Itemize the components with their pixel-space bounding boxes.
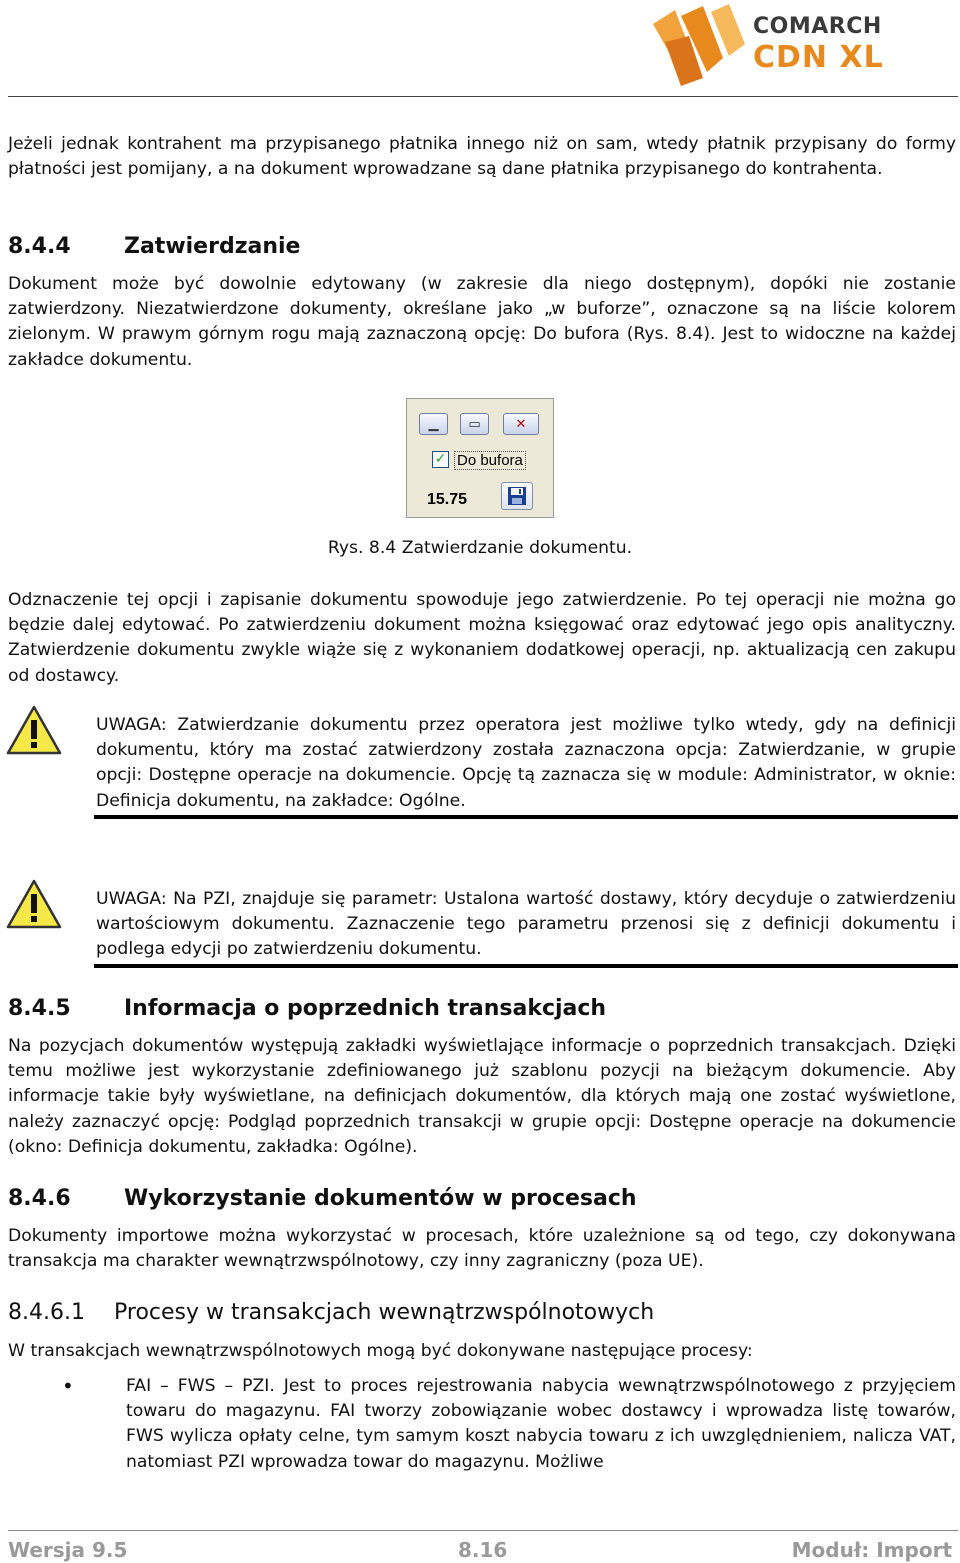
section-heading-8-4-4 (8, 234, 300, 259)
warning-icon (6, 878, 62, 930)
section-number: 8.4.5 (8, 996, 71, 1021)
logo-text-cdn-xl: CDN XL (753, 40, 884, 75)
save-button[interactable] (501, 482, 533, 510)
maximize-button[interactable]: ▭ (460, 413, 489, 435)
section-number: 8.4.6.1 (8, 1300, 85, 1325)
footer-page-number: 8.16 (458, 1538, 508, 1562)
paragraph-odznaczenie: Odznaczenie tej opcji i zapisanie dokumentu spowoduje jego zatwierdzenie. Po tej operacji nie można go będzie dalej edytować. Po zatwierdzeniu dokument można księgować oraz edytować jego opis analityczny. Zatwierdzenie dokumentu zwykle wiąże się z wykonaniem dodatkowej operacji, np. aktualizacją cen zakupu od dostawcy. (8, 590, 956, 686)
figure-caption: Rys. 8.4 Zatwierdzanie dokumentu. (327, 538, 633, 558)
intro-paragraph: Jeżeli jednak kontrahent ma przypisanego płatnika innego niż on sam, wtedy płatnik przypisany do formy płatności jest pomijany, a na dokument wprowadzane są dane płatnika przypisanego do kontrahenta. (8, 134, 956, 180)
paragraph-zatwierdzanie: Dokument może być dowolnie edytowany (w zakresie dla niego dostępnym), dopóki nie zostanie zatwierdzony. Niezatwierdzone dokumenty, określane jako „w buforze”, oznaczone są na liście kolorem zielonym. W prawym górnym rogu mają zaznaczoną opcję: Do bufora (Rys. 8.4). Jest to widoczne na każdej zakładce dokumentu. (8, 274, 956, 370)
floppy-disk-icon (507, 486, 527, 506)
header-divider (8, 96, 958, 97)
value-display: 15.75 (427, 491, 468, 508)
footer-version: Wersja 9.5 (8, 1538, 128, 1562)
comarch-logo (645, 2, 945, 88)
section-title: Informacja o poprzednich transakcjach (124, 996, 607, 1021)
figure-screenshot (406, 398, 554, 518)
logo-text-comarch: COMARCH (753, 14, 882, 39)
minimize-button[interactable]: ▁ (419, 413, 448, 435)
section-heading-8-4-6 (8, 1186, 637, 1211)
warning-rule (94, 964, 958, 968)
footer-divider (8, 1530, 958, 1531)
section-title: Zatwierdzanie (124, 234, 301, 259)
logo-mark-icon (645, 2, 755, 88)
section-heading-8-4-5 (8, 996, 606, 1021)
warning-rule (94, 815, 958, 819)
bullet-item-fai-fws-pzi: FAI – FWS – PZI. Jest to proces rejestrowania nabycia wewnątrzwspólnotowego z przyjęciem towaru do magazynu. FAI tworzy zobowiązanie wobec dostawcy i wprowadza listę towarów, FWS wylicza opłaty celne, tym samym koszt nabycia towaru z ich uwzględnieniem, nalicza VAT, natomiast PZI wprowadza towar do magazynu. Możliwe (126, 1376, 956, 1472)
close-button[interactable]: ✕ (503, 413, 539, 435)
paragraph-poprzednie-transakcje: Na pozycjach dokumentów występują zakładki wyświetlające informacje o poprzednich transakcjach. Dzięki temu możliwe jest wykorzystanie zdefiniowanego już szablonu pozycji na bieżącym dokumencie. Aby informacje takie były wyświetlane, na definicjach dokumentów, dla których mają one zostać wyświetlone, należy zaznaczyć opcję: Podgląd poprzednich transakcji w grupie opcji: Dostępne operacje na dokumencie (okno: Definicja dokumentu, zakładka: Ogólne). (8, 1036, 956, 1157)
paragraph-transakcje-wewnatrzwspolnotowe: W transakcjach wewnątrzwspólnotowych mogą być dokonywane następujące procesy: (8, 1341, 753, 1361)
bullet-dot: • (62, 1374, 74, 1398)
section-heading-8-4-6-1 (8, 1300, 654, 1325)
do-bufora-label: Do bufora (454, 451, 526, 470)
section-title: Procesy w transakcjach wewnątrzwspólnotowych (114, 1300, 655, 1325)
section-title: Wykorzystanie dokumentów w procesach (124, 1186, 637, 1211)
warning-icon (6, 704, 62, 756)
warning-note-1: UWAGA: Zatwierdzanie dokumentu przez operatora jest możliwe tylko wtedy, gdy na definicji dokumentu, który ma zostać zatwierdzony została zaznaczona opcja: Zatwierdzanie, w grupie opcji: Dostępne operacje na dokumencie. Opcję tą zaznacza się w module: Administrator, w oknie: Definicja dokumentu, na zakładce: Ogólne. (96, 715, 956, 811)
footer-module: Moduł: Import (791, 1538, 952, 1562)
section-number: 8.4.4 (8, 234, 71, 259)
section-number: 8.4.6 (8, 1186, 71, 1211)
warning-note-2: UWAGA: Na PZI, znajduje się parametr: Ustalona wartość dostawy, który decyduje o zatwierdzeniu wartościowym dokumentu. Zaznaczenie tego parametru przenosi się z definicji dokumentu i podlega edycji po zatwierdzeniu dokumentu. (96, 889, 956, 960)
paragraph-procesy: Dokumenty importowe można wykorzystać w procesach, które uzależnione są od tego, czy dokonywana transakcja ma charakter wewnątrzwspólnotowy, czy inny zagraniczny (poza UE). (8, 1226, 956, 1272)
do-bufora-checkbox[interactable]: ✓ (432, 451, 449, 468)
